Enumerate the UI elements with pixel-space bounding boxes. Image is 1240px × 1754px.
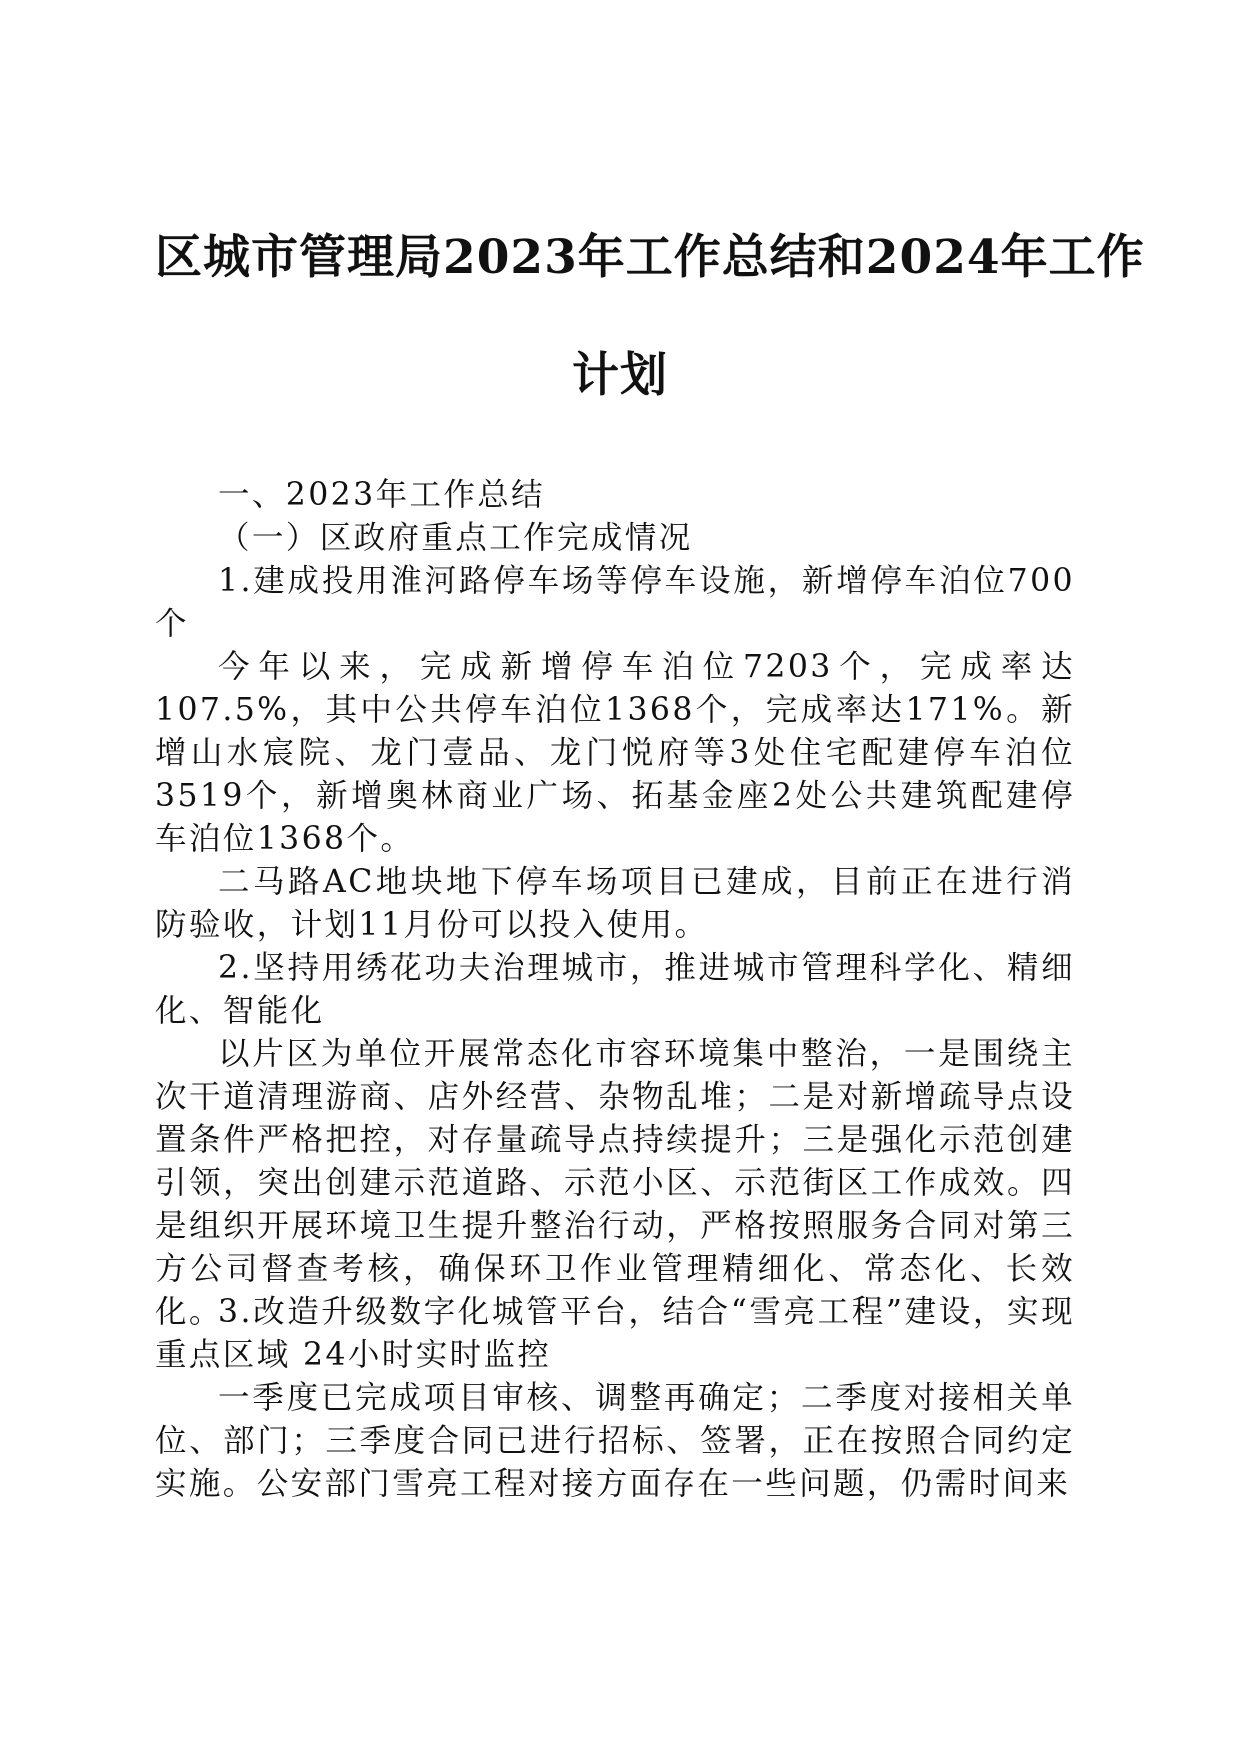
item2-heading: 2.坚持用绣花功夫治理城市，推进城市管理科学化、精细化、智能化: [155, 950, 1075, 1029]
item1-paragraph1: 今年以来，完成新增停车泊位7203个，完成率达107.5%，其中公共停车泊位1368个，完成率达171%。新增山水宸院、龙门壹品、龙门悦府等3处住宅配建停车泊位3519个，新增奥林商业广场、拓基金座2处公共建筑配建停车泊位1368个。: [155, 649, 1075, 857]
item2-paragraph1: 以片区为单位开展常态化市容环境集中整治，一是围绕主次干道清理游商、店外经营、杂物乱堆；二是对新增疏导点设置条件严格把控，对存量疏导点持续提升；三是强化示范创建引领，突出创建示范道路、示范小区、示范街区工作成效。四是组织开展环境卫生提升整治行动，严格按照服务合同对第三方公司督查考核，确保环卫作业管理精细化、常态化、长效化。: [155, 1036, 1075, 1330]
item1-heading: 1.建成投用淮河路停车场等停车设施，新增停车泊位700个: [155, 563, 1075, 642]
document-title-line2: 计划: [572, 348, 668, 403]
document-title-line1: 区城市管理局2023年工作总结和2024年工作: [155, 230, 1145, 285]
item1-paragraph2: 二马路AC地块地下停车场项目已建成，目前正在进行消防验收，计划11月份可以投入使用。: [155, 864, 1075, 943]
section-heading: 一、2023年工作总结: [218, 477, 546, 513]
subsection-heading: （一）区政府重点工作完成情况: [218, 520, 693, 556]
item3-paragraph1: 一季度已完成项目审核、调整再确定；二季度对接相关单位、部门；三季度合同已进行招标、签署，正在按照合同约定实施。公安部门雪亮工程对接方面存在一些问题，仍需时间来: [155, 1380, 1075, 1502]
item3-heading: 3.改造升级数字化城管平台，结合“雪亮工程”建设，实现重点区域 24小时实时监控: [155, 1294, 1075, 1373]
